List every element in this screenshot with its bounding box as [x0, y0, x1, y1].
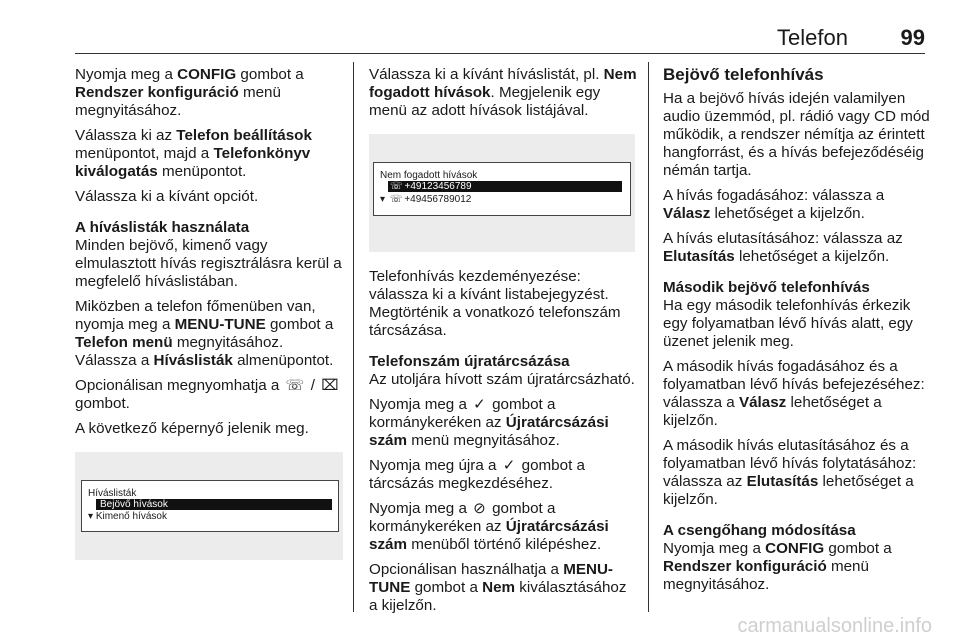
column-divider [353, 62, 354, 612]
paragraph: Az utoljára hívott szám újratárcsázható. [369, 371, 635, 388]
paragraph: Ha a bejövő hívás idején valamilyen audio üzemmód, pl. rádió vagy CD mód működik, a rendszer némítja az érintett hangforrást, és a hívás befejeződéséig némán tartja. [663, 90, 930, 179]
section-heading: Bejövő telefonhívás [663, 65, 824, 84]
paragraph: Válassza ki az Telefon beállítások menüpontot, majd a Telefonkönyv kiválogatás menüpontot. [75, 127, 312, 180]
section-title: Telefon [777, 25, 848, 50]
paragraph: A második hívás elutasításához és a folyamatban lévő hívás folytatásához: válassza az Elutasítás lehetőséget a kijelzőn. [663, 437, 917, 508]
paragraph: Nyomja meg a ⊘ gombot a kormánykeréken az Újratárcsázási szám menüből történő kilépéshez. [369, 500, 609, 553]
subheading: A híváslisták használata [75, 219, 250, 236]
list-item-selected: Bejövő hívások [96, 499, 332, 510]
phone-icon: ☏ [285, 377, 305, 394]
phone-icon: ☏ [390, 181, 403, 192]
subheading: Telefonszám újratárcsázása [369, 353, 570, 370]
paragraph: A hívás elutasításához: válassza az Elutasítás lehetőséget a kijelzőn. [663, 230, 903, 265]
page-number: 99 [900, 25, 925, 50]
header-rule [75, 53, 925, 54]
list-item-selected: ☏ +49123456789 [388, 181, 622, 192]
phone-icon: ☏ [389, 194, 403, 205]
paragraph: Opcionálisan használhatja a MENU-TUNE gombot a Nem kiválasztásához a kijelzőn. [369, 561, 627, 614]
paragraph: Miközben a telefon főmenüben van, nyomja meg a MENU-TUNE gombot a Telefon menü megnyitásához. [75, 298, 334, 351]
watermark: carmanualsonline.info [737, 615, 932, 637]
display-panel [373, 162, 631, 216]
paragraph: Válassza a Híváslisták almenüpontot. [75, 352, 334, 369]
call-button-icon: ✓ [473, 396, 486, 413]
page-header [0, 0, 960, 52]
paragraph: A következő képernyő jelenik meg. [75, 420, 309, 437]
screen-title: Nem fogadott hívások [380, 170, 478, 181]
paragraph: Válassza ki a kívánt híváslistát, pl. Nem fogadott hívások. Megjelenik egy menü az adott hívások listájával. [369, 66, 637, 119]
call-button-icon: ✓ [502, 457, 516, 474]
end-call-icon: ⊘ [473, 500, 486, 517]
paragraph: A hívás fogadásához: válassza a Válasz lehetőséget a kijelzőn. [663, 187, 885, 222]
column-2 [369, 66, 637, 622]
mute-icon: ⌧ [321, 377, 339, 394]
screen-image-call-lists [75, 452, 343, 560]
column-divider [648, 62, 649, 612]
display-panel [81, 480, 339, 532]
paragraph: Telefonhívás kezdeményezése: válassza ki a kívánt listabejegyzést. Megtörténik a vonatkozó telefonszám tárcsázása. [369, 268, 621, 339]
paragraph: Válassza ki a kívánt opciót. [75, 188, 259, 205]
paragraph: Opcionálisan megnyomhatja a ☏ / ⌧ gombot. [75, 377, 339, 412]
paragraph: Nyomja meg a CONFIG gombot a Rendszer konfiguráció menü megnyitásához. [663, 540, 892, 593]
column-1 [75, 66, 343, 576]
subheading: A csengőhang módosítása [663, 522, 856, 539]
paragraph: Minden bejövő, kimenő vagy elmulasztott hívás regisztrálásra kerül a megfelelő híváslistában. [75, 237, 342, 290]
paragraph: A második hívás fogadásához és a folyamatban lévő hívás befejezéséhez: válassza a Válasz lehetőséget a kijelzőn. [663, 358, 925, 429]
paragraph: Nyomja meg újra a ✓ gombot a tárcsázás megkezdéséhez. [369, 457, 585, 492]
subheading: Második bejövő telefonhívás [663, 279, 870, 296]
paragraph: Nyomja meg a ✓ gombot a kormánykeréken az Újratárcsázási szám menü megnyitásához. [369, 396, 609, 449]
screen-image-missed-calls [369, 134, 635, 252]
paragraph: Ha egy második telefonhívás érkezik egy folyamatban lévő hívás alatt, egy üzenet jelenik meg. [663, 297, 913, 350]
list-item: ▾ ☏ +49456789012 [380, 194, 472, 205]
list-item: ▾ Kimenő hívások [88, 511, 167, 522]
column-3 [663, 66, 931, 601]
screen-title: Híváslisták [88, 488, 137, 499]
paragraph: Nyomja meg a CONFIG gombot a Rendszer konfiguráció menü megnyitásához. [75, 66, 304, 119]
